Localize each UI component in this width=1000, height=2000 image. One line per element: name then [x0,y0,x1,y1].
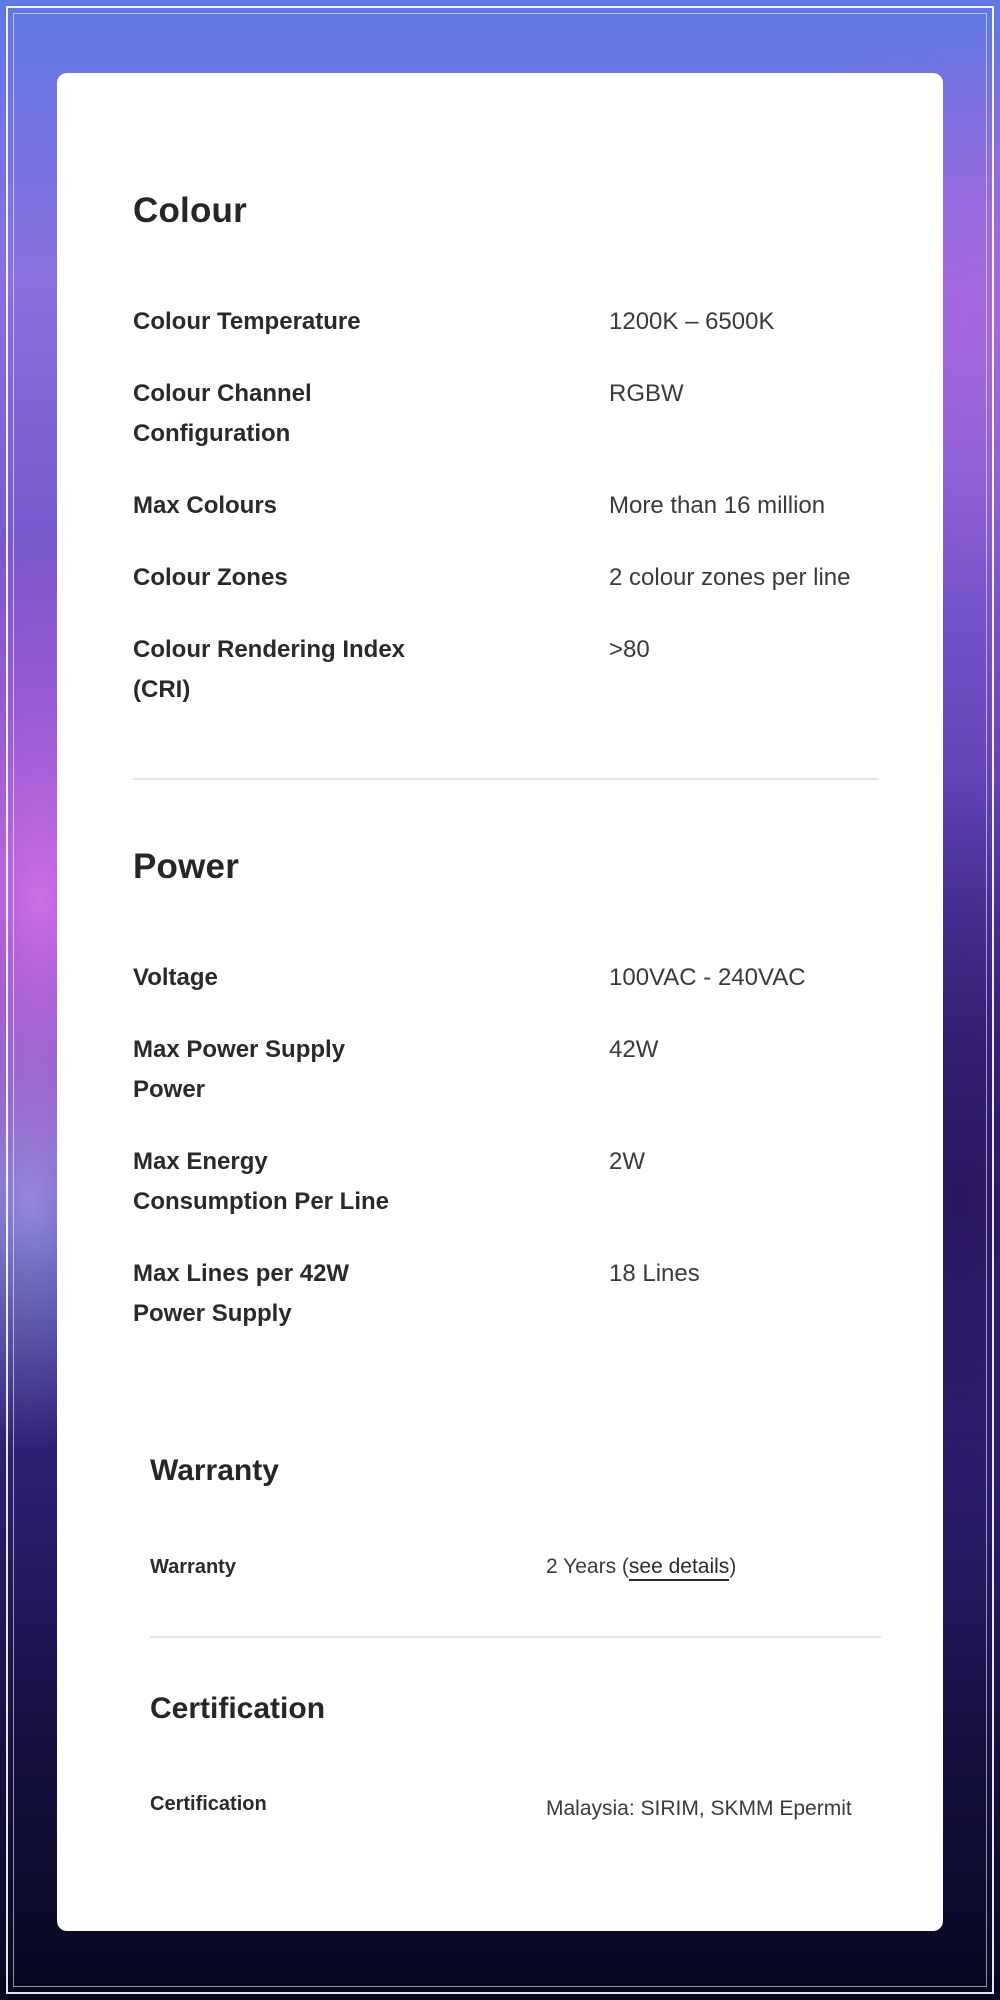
certification-section-title: Certification [150,1692,326,1725]
spec-label: Max Colours [133,492,278,519]
spec-row-max-colours [133,486,883,526]
spec-value: 18 Lines [609,1260,700,1287]
colour-spec-list [133,302,883,742]
power-section-title: Power [133,847,240,886]
spec-label: Voltage [133,964,218,991]
see-details-link[interactable]: see details [629,1555,729,1581]
spec-label: Colour Zones [133,564,288,591]
spec-card [57,73,943,1931]
spec-row-max-lines-per-power-supply [133,1254,883,1334]
spec-label: Colour Rendering Index (CRI) [133,636,406,703]
certification-label: Certification [150,1793,267,1815]
warranty-value-prefix: 2 Years ( [546,1555,629,1578]
spec-label: Colour Temperature [133,308,361,335]
spec-row-colour-zones [133,558,883,598]
spec-row-max-power-supply-power [133,1030,883,1110]
spec-value: 42W [609,1036,659,1063]
spec-value: More than 16 million [609,492,826,519]
spec-value: RGBW [609,380,684,407]
warranty-label: Warranty [150,1556,236,1578]
spec-label: Max Energy Consumption Per Line [133,1148,390,1215]
colour-section-title: Colour [133,191,247,230]
warranty-section-title: Warranty [150,1454,279,1487]
warranty-value [546,1555,736,1579]
power-spec-list [133,958,883,1366]
spec-row-voltage [133,958,883,998]
spec-label: Colour Channel Configuration [133,380,312,447]
spec-row-colour-rendering-index [133,630,883,710]
spec-row-colour-channel-configuration [133,374,883,454]
spec-value: 2 colour zones per line [609,564,851,591]
spec-value: 1200K – 6500K [609,308,775,335]
warranty-value-suffix: ) [729,1555,737,1578]
certification-value: Malaysia: SIRIM, SKMM Epermit [546,1797,852,1820]
spec-value: 2W [609,1148,645,1175]
spec-label: Max Lines per 42W Power Supply [133,1260,350,1327]
spec-value: >80 [609,636,650,663]
section-divider [133,778,879,780]
section-divider [150,1636,881,1638]
spec-row-max-energy-consumption [133,1142,883,1222]
spec-label: Max Power Supply Power [133,1036,346,1103]
spec-value: 100VAC - 240VAC [609,964,806,991]
spec-row-colour-temperature [133,302,883,342]
